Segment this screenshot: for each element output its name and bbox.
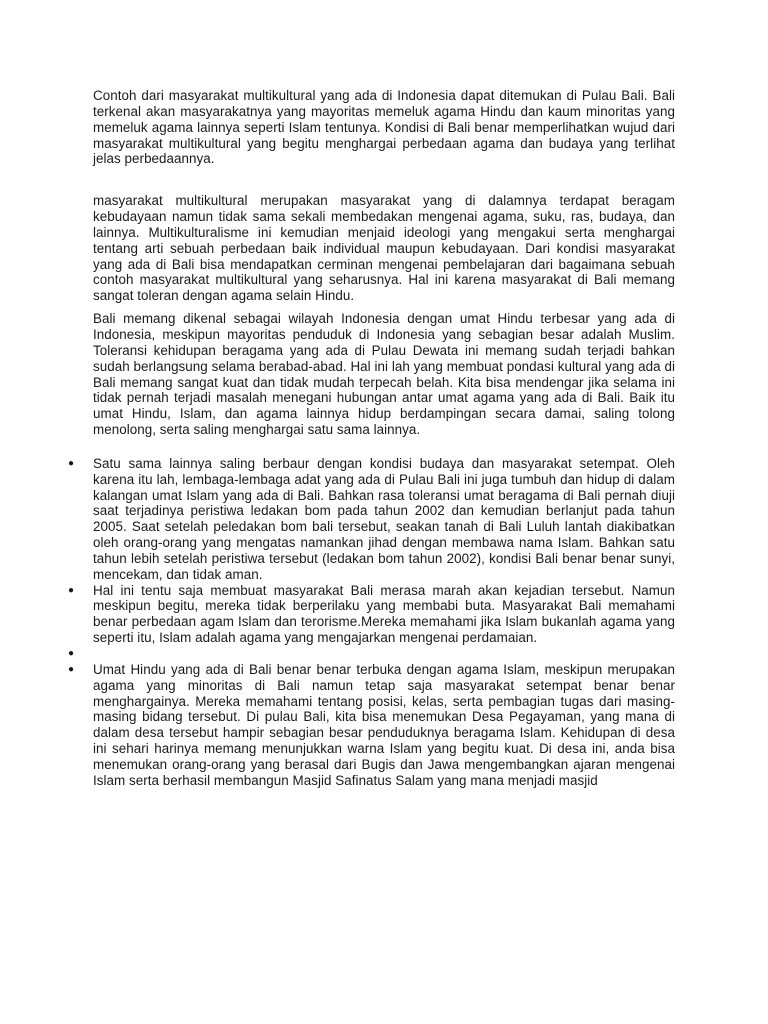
list-item bbox=[68, 661, 675, 789]
list-item bbox=[68, 582, 675, 646]
bullet-icon: ● bbox=[68, 648, 75, 659]
bullet-icon: ● bbox=[68, 663, 75, 675]
list-item-text: Satu sama lainnya saling berbaur dengan kondisi budaya dan masyarakat setempat. Oleh karena itu lah, lembaga-lembaga adat yang ada di Pulau Bali ini juga tumbuh dan hidup di dalam kalangan umat Islam yang ada di Bali. Bahkan rasa toleransi umat beragama di Bali pernah diuji saat terjadinya peristiwa ledakan bom pada tahun 2002 dan kemudian berlanjut pada tahun 2005. Saat setelah peledakan bom bali tersebut, seakan tanah di Bali Luluh lantah diakibatkan oleh orang-orang yang mengatas namankan jihad dengan membawa nama Islam. Bahkan satu tahun lebih setelah peristiwa tersebut (ledakan bom tahun 2002), kondisi Bali benar benar sunyi, mencekam, dan tidak aman. bbox=[93, 455, 675, 582]
bullet-list bbox=[68, 455, 675, 789]
bullet-icon: ● bbox=[68, 457, 75, 469]
paragraph-multikultural-definition: masyarakat multikultural merupakan masyarakat yang di dalamnya terdapat beragam kebudayaan namun tidak sama sekali membedakan mengenai agama, suku, ras, budaya, dan lainnya. Multikulturalisme ini kemudian menjaid ideologi yang mengakui serta menghargai tentang arti sebuah perbedaan baik individual maupun kebudayaan. Dari kondisi masyarakat yang ada di Bali bisa mendapatkan cerminan mengenai pembelajaran dari bagaimana sebuah contoh masyarakat multikultural yang seharusnya. Hal ini karena masyarakat di Bali memang sangat toleran dengan agama selain Hindu. bbox=[93, 193, 675, 304]
bullet-icon: ● bbox=[68, 584, 75, 596]
paragraph-bali-tolerance: Bali memang dikenal sebagai wilayah Indonesia dengan umat Hindu terbesar yang ada di Indonesia, meskipun mayoritas penduduk di Indonesia yang sebagian besar adalah Muslim. Toleransi kehidupan beragama yang ada di Pulau Dewata ini memang sudah terjadi bahkan sudah berlangsung selama berabad-abad. Hal ini lah yang membuat pondasi kultural yang ada di Bali memang sangat kuat dan tidak mudah terpecah belah. Kita bisa mendengar jika selama ini tidak pernah terjadi masalah menegani hubungan antar umat agama yang ada di Bali. Baik itu umat Hindu, Islam, dan agama lainnya hidup berdampingan secara damai, saling tolong menolong, serta saling menghargai satu sama lainnya. bbox=[93, 311, 675, 438]
document-page bbox=[68, 88, 675, 789]
list-item-text: Umat Hindu yang ada di Bali benar benar terbuka dengan agama Islam, meskipun merupakan agama yang minoritas di Bali namun tetap saja masyarakat setempat benar benar menghargainya. Mereka memahami tentang posisi, kelas, serta pembagian tugas dari masing-masing bidang tersebut. Di pulau Bali, kita bisa menemukan Desa Pegayaman, yang mana di dalam desa tersebut hampir sebagian besar penduduknya beragama Islam. Kehidupan di desa ini sehari harinya memang menunjukkan warna Islam yang begitu kuat. Di desa ini, anda bisa menemukan orang-orang yang berasal dari Bugis dan Jawa mengembangkan ajaran mengenai Islam serta berhasil membangun Masjid Safinatus Salam yang mana menjadi masjid bbox=[93, 661, 675, 788]
list-item-empty bbox=[68, 646, 675, 662]
list-item-text: Hal ini tentu saja membuat masyarakat Bali merasa marah akan kejadian tersebut. Namun meskipun begitu, mereka tidak berperilaku yang membabi buta. Masyarakat Bali memahami benar perbedaan agam Islam dan terorisme.Mereka memahami jika Islam bukanlah agama yang seperti itu, Islam adalah agama yang mengajarkan mengenai perdamaian. bbox=[93, 582, 675, 646]
list-item bbox=[68, 455, 675, 583]
paragraph-intro: Contoh dari masyarakat multikultural yang ada di Indonesia dapat ditemukan di Pulau Bali. Bali terkenal akan masyarakatnya yang mayoritas memeluk agama Hindu dan kaum minoritas yang memeluk agama lainnya seperti Islam tentunya. Kondisi di Bali benar memperlihatkan wujud dari masyarakat multikultural yang begitu menghargai perbedaan agama dan budaya yang terlihat jelas perbedaannya. bbox=[93, 88, 675, 167]
